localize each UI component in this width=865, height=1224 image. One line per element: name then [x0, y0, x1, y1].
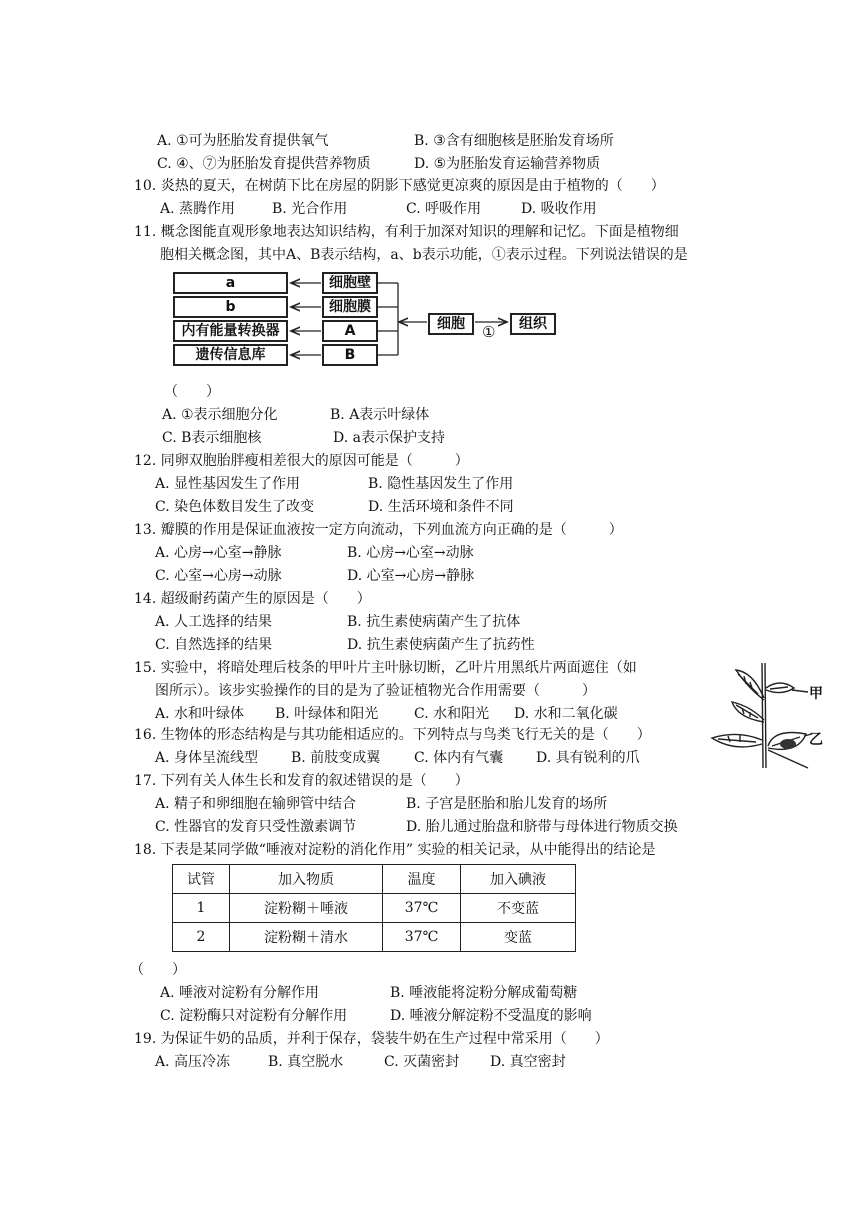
- q9-option-a: A. ①可为胚胎发育提供氧气: [157, 133, 329, 149]
- concept-map-arrows: [0, 0, 865, 400]
- q19-option-d: D. 真空密封: [490, 1054, 566, 1070]
- q18-answer-bracket: （ ）: [130, 962, 186, 978]
- q16-stem: 16. 生物体的形态结构是与其功能相适应的。下列特点与鸟类飞行无关的是（ ）: [134, 727, 651, 743]
- table-header: 加入碘液: [461, 865, 576, 894]
- q15-option-b: B. 叶绿体和阳光: [275, 706, 379, 722]
- structure-a-box: A: [322, 320, 378, 342]
- q11-option-b: B. A表示叶绿体: [330, 407, 430, 423]
- black-paper-cover: [780, 739, 796, 749]
- q15-option-c: C. 水和阳光: [414, 706, 490, 722]
- table-cell: 2: [173, 923, 230, 952]
- table-cell: 37℃: [383, 894, 461, 923]
- q13-option-c: C. 心室→心房→动脉: [155, 568, 282, 584]
- q15-stem-line2: 图所示）。该步实验操作的目的是为了验证植物光合作用需要（ ）: [155, 683, 596, 699]
- cell-box: 细胞: [428, 313, 474, 335]
- q18-option-c: C. 淀粉酶只对淀粉有分解作用: [160, 1008, 348, 1024]
- q12-option-b: B. 隐性基因发生了作用: [368, 476, 514, 492]
- q12-option-d: D. 生活环境和条件不同: [368, 499, 514, 515]
- q11-option-c: C. B表示细胞核: [162, 430, 262, 446]
- q15-option-d: D. 水和二氧化碳: [514, 706, 618, 722]
- q14-stem: 14. 超级耐药菌产生的原因是（ ）: [134, 591, 371, 607]
- q12-option-a: A. 显性基因发生了作用: [155, 476, 301, 492]
- q17-option-c: C. 性器官的发育只受性激素调节: [155, 819, 357, 835]
- q13-stem: 13. 瓣膜的作用是保证血液按一定方向流动，下列血流方向正确的是（ ）: [134, 522, 623, 538]
- q10-option-a: A. 蒸腾作用: [160, 201, 236, 217]
- energy-converter-box: 内有能量转换器: [173, 320, 288, 342]
- q11-stem-line1: 11. 概念图能直观形象地表达知识结构，有利于加深对知识的理解和记忆。下面是植物细: [134, 224, 679, 240]
- cell-wall-box: 细胞壁: [322, 272, 378, 294]
- q9-option-d: D. ⑤为胚胎发育运输营养物质: [414, 156, 601, 172]
- q11-answer-bracket: （ ）: [164, 384, 220, 400]
- q15-option-a: A. 水和叶绿体: [155, 706, 245, 722]
- q18-option-d: D. 唾液分解淀粉不受温度的影响: [390, 1008, 592, 1024]
- q18-stem: 18. 下表是某同学做“唾液对淀粉的消化作用” 实验的相关记录，从中能得出的结论是: [134, 842, 656, 858]
- q14-option-a: A. 人工选择的结果: [155, 614, 273, 630]
- q13-option-b: B. 心房→心室→动脉: [347, 545, 474, 561]
- q16-option-c: C. 体内有气囊: [414, 750, 504, 766]
- q11-option-a: A. ①表示细胞分化: [162, 407, 278, 423]
- q16-option-d: D. 具有锐利的爪: [536, 750, 640, 766]
- genetic-library-box: 遗传信息库: [173, 344, 288, 366]
- table-header: 温度: [383, 865, 461, 894]
- q10-stem: 10. 炎热的夏天，在树荫下比在房屋的阴影下感觉更凉爽的原因是由于植物的（ ）: [134, 178, 665, 194]
- q13-option-d: D. 心室→心房→静脉: [347, 568, 475, 584]
- q9-option-b: B. ③含有细胞核是胚胎发育场所: [414, 133, 614, 149]
- leaf-branch-figure: [708, 660, 833, 770]
- q19-option-b: B. 真空脱水: [268, 1054, 344, 1070]
- process-1-label: ①: [482, 323, 496, 341]
- q19-option-a: A. 高压冷冻: [155, 1054, 231, 1070]
- leaf-label-yi: 乙: [809, 732, 823, 748]
- tissue-box: 组织: [510, 313, 556, 335]
- table-header: 试管: [173, 865, 230, 894]
- table-header: 加入物质: [230, 865, 383, 894]
- q11-stem-line2: 胞相关概念图，其中A、B表示结构，a、b表示功能，①表示过程。下列说法错误的是: [160, 247, 688, 263]
- q14-option-c: C. 自然选择的结果: [155, 637, 273, 653]
- q15-stem-line1: 15. 实验中，将暗处理后枝条的甲叶片主叶脉切断，乙叶片用黑纸片两面遮住（如: [134, 660, 637, 676]
- table-cell: 淀粉糊＋清水: [230, 923, 383, 952]
- table-cell: 37℃: [383, 923, 461, 952]
- experiment-record-table: [172, 864, 576, 952]
- q18-option-a: A. 唾液对淀粉有分解作用: [160, 985, 320, 1001]
- q12-stem: 12. 同卵双胞胎胖瘦相差很大的原因可能是（ ）: [134, 453, 469, 469]
- table-cell: 变蓝: [461, 923, 576, 952]
- q12-option-c: C. 染色体数目发生了改变: [155, 499, 315, 515]
- q14-option-b: B. 抗生素使病菌产生了抗体: [347, 614, 521, 630]
- table-row: [173, 894, 576, 923]
- table-cell: 1: [173, 894, 230, 923]
- table-cell: 不变蓝: [461, 894, 576, 923]
- leaf-label-jia: 甲: [809, 686, 823, 702]
- q10-option-b: B. 光合作用: [272, 201, 348, 217]
- q16-option-a: A. 身体呈流线型: [155, 750, 259, 766]
- q17-option-b: B. 子宫是胚胎和胎儿发育的场所: [406, 796, 608, 812]
- function-a-box: a: [173, 272, 288, 294]
- q17-option-a: A. 精子和卵细胞在输卵管中结合: [155, 796, 357, 812]
- q13-option-a: A. 心房→心室→静脉: [155, 545, 282, 561]
- q16-option-b: B. 前肢变成翼: [291, 750, 381, 766]
- q17-option-d: D. 胎儿通过胎盘和脐带与母体进行物质交换: [406, 819, 678, 835]
- q19-stem: 19. 为保证牛奶的品质，并利于保存，袋装牛奶在生产过程中常采用（ ）: [134, 1031, 609, 1047]
- cell-membrane-box: 细胞膜: [322, 296, 378, 318]
- q10-option-c: C. 呼吸作用: [406, 201, 482, 217]
- q17-stem: 17. 下列有关人体生长和发育的叙述错误的是（ ）: [134, 773, 469, 789]
- q11-option-d: D. a表示保护支持: [333, 430, 445, 446]
- q14-option-d: D. 抗生素使病菌产生了抗药性: [347, 637, 535, 653]
- table-header-row: [173, 865, 576, 894]
- table-cell: 淀粉糊＋唾液: [230, 894, 383, 923]
- q10-option-d: D. 吸收作用: [521, 201, 597, 217]
- q19-option-c: C. 灭菌密封: [384, 1054, 460, 1070]
- function-b-box: b: [173, 296, 288, 318]
- table-row: [173, 923, 576, 952]
- q9-option-c: C. ④、⑦为胚胎发育提供营养物质: [157, 156, 371, 172]
- structure-b-box: B: [322, 344, 378, 366]
- q18-option-b: B. 唾液能将淀粉分解成葡萄糖: [390, 985, 578, 1001]
